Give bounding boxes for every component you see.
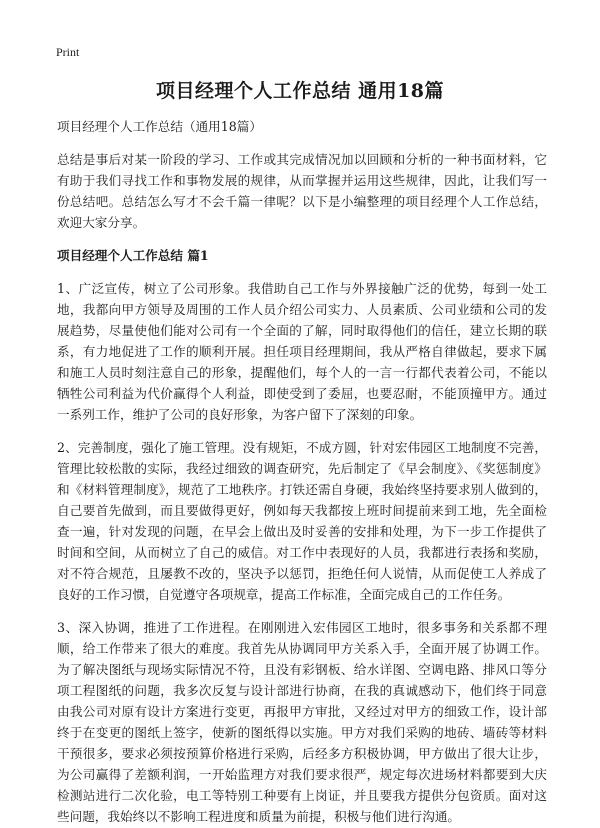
document-body (57, 116, 547, 828)
body-paragraph-3: 3、深入协调，推进了工作进程。在刚刚进入宏伟园区工地时，很多事务和关系都不理顺，给工作带来了很大的难度。我首先从协调同甲方关系入手，全面开展了协调工作。为了解决图纸与现场实际情况不符，且没有彩钢板、给水详图、空调电路、排风口等分项工程图纸的问题，我多次反复与设计部进行协商，在我的真诚感动下，他们终于同意由我公司对原有设计方案进行变更，再报甲方审批，又经过对甲方的细致工作，设计部终于在变更的图纸上签字，使新的图纸得以实施。甲方对我们采购的地砖、墙砖等材料干预很多，要求必须按预算价格进行采购，后经多方积极协调，甲方做出了很大让步，为公司赢得了差额利润，一开始监理方对我们要求很严，规定每次进场材料都要到大庆检测站进行二次化验，电工等特别工种要有上岗证，并且要我方提供分包资质。面对这些问题，我始终以不影响工程进度和质量为前提，积极与他们进行沟通。 (57, 620, 547, 824)
print-link[interactable]: Print (56, 45, 80, 59)
body-paragraph-2: 2、完善制度，强化了施工管理。没有规矩，不成方圆，针对宏伟园区工地制度不完善，管理比较松散的实际，我经过细致的调查研究，先后制定了《早会制度》、《奖惩制度》和《材料管理制度》，规范了工地秩序。打铁还需自身硬，我始终坚持要求别人做到的，自己要首先做到，而且要做得更好，例如每天我都按上班时间提前来到工地，先全面检查一遍，针对发现的问题，在早会上做出及时妥善的安排和处理，为下一步工作提供了时间和空间，从而树立了自己的威信。对工作中表现好的人员，我都进行表扬和奖励，对不符合规范，且屡教不改的，坚决予以惩罚，拒绝任何人说情，从而促使工人养成了良好的工作习惯，自觉遵守各项规章，提高工作标准，全面完成自己的工作任务。 (57, 440, 547, 602)
document-subtitle: 项目经理个人工作总结（通用18篇） (57, 119, 262, 134)
page-title: 项目经理个人工作总结 通用18篇 (155, 80, 445, 102)
body-paragraph-1: 1、广泛宣传，树立了公司形象。我借助自己工作与外界接触广泛的优势，每到一处工地，我都向甲方领导及周围的工作人员介绍公司实力、人员素质、公司业绩和公司的发展趋势，尽量使他们能对公司有一个全面的了解，同时取得他们的信任，建立长期的联系，有力地促进了工作的顺利开展。担任项目经理期间，我从严格自律做起，要求下属和施工人员时刻注意自己的形象，提醒他们，每个人的一言一行都代表着公司，不能以牺牲公司利益为代价赢得个人利益，即使受到了委屈，也要忍耐，不能顶撞甲方。通过一系列工作，维护了公司的良好形象，为客户留下了深刻的印象。 (57, 281, 547, 422)
section-heading: 项目经理个人工作总结 篇1 (57, 248, 209, 263)
intro-paragraph: 总结是事后对某一阶段的学习、工作或其完成情况加以回顾和分析的一种书面材料，它有助于我们寻找工作和事物发展的规律，从而掌握并运用这些规律，因此，让我们写一份总结吧。总结怎么写才不会千篇一律呢？以下是小编整理的项目经理个人工作总结，欢迎大家分享。 (57, 152, 547, 230)
